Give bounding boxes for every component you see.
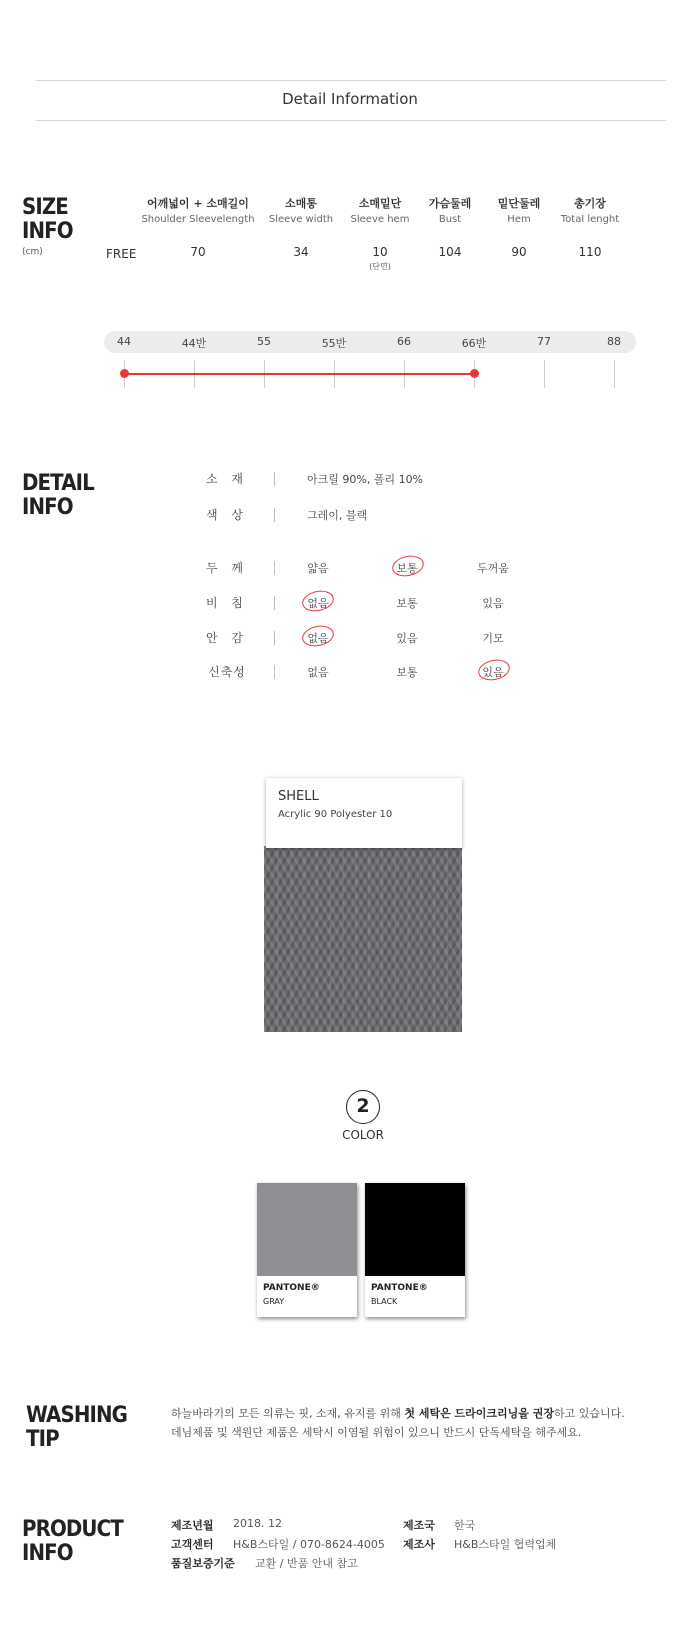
attr-label-lining: 안 감: [206, 631, 248, 645]
attr-label-transparency: 비 침: [206, 596, 248, 610]
col-value: 70: [190, 245, 206, 259]
size-col-total-length: [530, 195, 650, 259]
swatch-brand: PANTONE®: [371, 1283, 428, 1293]
col-value: 34: [293, 245, 309, 259]
swatch-name: BLACK: [371, 1297, 398, 1306]
swatch-name: GRAY: [263, 1297, 285, 1306]
col-header-ko: 소매밑단: [358, 197, 402, 210]
scale-label: 77: [537, 335, 551, 348]
product-info-title: PRODUCT INFO: [22, 1517, 123, 1566]
col-value: 110: [578, 245, 602, 259]
swatch-brand: PANTONE®: [263, 1283, 320, 1293]
attr-option: 기모: [482, 632, 504, 645]
attr-label-thickness: 두 께: [206, 561, 248, 575]
scale-label: 44: [117, 335, 131, 348]
size-range-end-dot: [470, 369, 479, 378]
col-value: 10: [372, 245, 388, 259]
quality-label: 품질보증기준: [171, 1557, 235, 1570]
col-header-ko: 소매통: [285, 197, 317, 210]
scale-label: 44반: [181, 337, 207, 350]
country-label: 제조국: [403, 1519, 435, 1532]
attr-option-selected: 없음: [307, 597, 329, 610]
col-header-ko: 밑단둘레: [497, 197, 541, 210]
header-bottom-divider: [36, 120, 666, 121]
attr-option-selected: 없음: [307, 632, 329, 645]
material-label: 소 재: [206, 472, 248, 486]
divider: [274, 561, 275, 575]
service-center-value: H&B스타일 / 070-8624-4005: [233, 1538, 385, 1551]
color-count-label: COLOR: [342, 1128, 384, 1142]
size-col-shoulder: [138, 195, 258, 259]
detail-info-title: DETAIL INFO: [22, 471, 94, 520]
page-title: Detail Information: [282, 90, 418, 108]
attr-option-selected: 있음: [482, 666, 504, 679]
size-range-start-dot: [120, 369, 129, 378]
attr-option: 없음: [307, 666, 329, 679]
attr-option: 두꺼움: [477, 562, 509, 575]
color-label: 색 상: [206, 508, 248, 522]
material-value: 아크릴 90%, 폴리 10%: [307, 473, 424, 486]
attr-option: 보통: [396, 597, 418, 610]
scale-label: 55: [257, 335, 271, 348]
color-count-badge: 2: [346, 1090, 380, 1124]
attr-option: 있음: [482, 597, 504, 610]
color-value: 그레이, 블랙: [307, 509, 368, 522]
made-date-value: 2018. 12: [233, 1517, 282, 1530]
col-header-en: Hem: [507, 214, 531, 225]
maker-label: 제조사: [403, 1538, 435, 1551]
color-swatch-card: [257, 1183, 357, 1317]
made-date-label: 제조년월: [171, 1519, 214, 1532]
col-header-en: Sleeve hem: [350, 214, 410, 225]
washing-tip-line-1: 하늘바라기의 모든 의류는 핏, 소재, 유지를 위해 첫 세탁은 드라이크리닝을 권장하고 있습니다.: [171, 1407, 625, 1420]
col-value-note: (단면): [369, 262, 391, 271]
divider: [274, 596, 275, 610]
size-unit: (cm): [22, 247, 43, 257]
col-header-ko: 어깨넓이 + 소매길이: [147, 197, 249, 210]
size-info-title: SIZE INFO: [22, 195, 73, 244]
quality-value: 교환 / 반품 안내 참고: [255, 1557, 358, 1570]
attr-option: 얇음: [307, 562, 329, 575]
col-value: 104: [438, 245, 462, 259]
scale-label: 66반: [461, 337, 487, 350]
divider: [274, 508, 275, 522]
country-value: 한국: [454, 1519, 476, 1532]
color-chip-gray: [257, 1183, 357, 1276]
washing-tip-title: WASHING TIP: [26, 1403, 127, 1452]
scale-label: 55반: [321, 337, 347, 350]
divider: [274, 665, 275, 679]
size-row-label: FREE: [106, 247, 137, 261]
attr-label-elasticity: 신축성: [208, 665, 246, 679]
col-header-ko: 가슴둘레: [428, 197, 472, 210]
scale-label: 88: [607, 335, 621, 348]
washing-tip-line-2: 데님제품 및 색원단 제품은 세탁시 이염될 위험이 있으니 반드시 단독세탁을 해주세요.: [171, 1426, 582, 1439]
service-center-label: 고객센터: [171, 1538, 214, 1551]
attr-option-selected: 보통: [396, 562, 418, 575]
color-chip-black: [365, 1183, 465, 1276]
col-header-en: Shoulder Sleevelength: [141, 214, 255, 225]
fabric-title: SHELL: [278, 789, 319, 804]
col-header-en: Sleeve width: [268, 214, 334, 225]
size-range-line: [124, 373, 472, 375]
fabric-swatch-image: [264, 846, 462, 1032]
maker-value: H&B스타일 협력업체: [454, 1538, 557, 1551]
scale-label: 66: [397, 335, 411, 348]
divider: [274, 631, 275, 645]
fabric-card: [266, 778, 462, 848]
fabric-composition: Acrylic 90 Polyester 10: [278, 809, 393, 820]
divider: [274, 472, 275, 486]
header-top-divider: [36, 80, 666, 81]
col-value: 90: [511, 245, 527, 259]
scale-tick: [614, 360, 615, 388]
attr-option: 보통: [396, 666, 418, 679]
color-swatch-card: [365, 1183, 465, 1317]
col-header-en: Total lenght: [560, 214, 620, 225]
scale-tick: [544, 360, 545, 388]
col-header-en: Bust: [438, 214, 462, 225]
attr-option: 있음: [396, 632, 418, 645]
col-header-ko: 총기장: [574, 197, 606, 210]
